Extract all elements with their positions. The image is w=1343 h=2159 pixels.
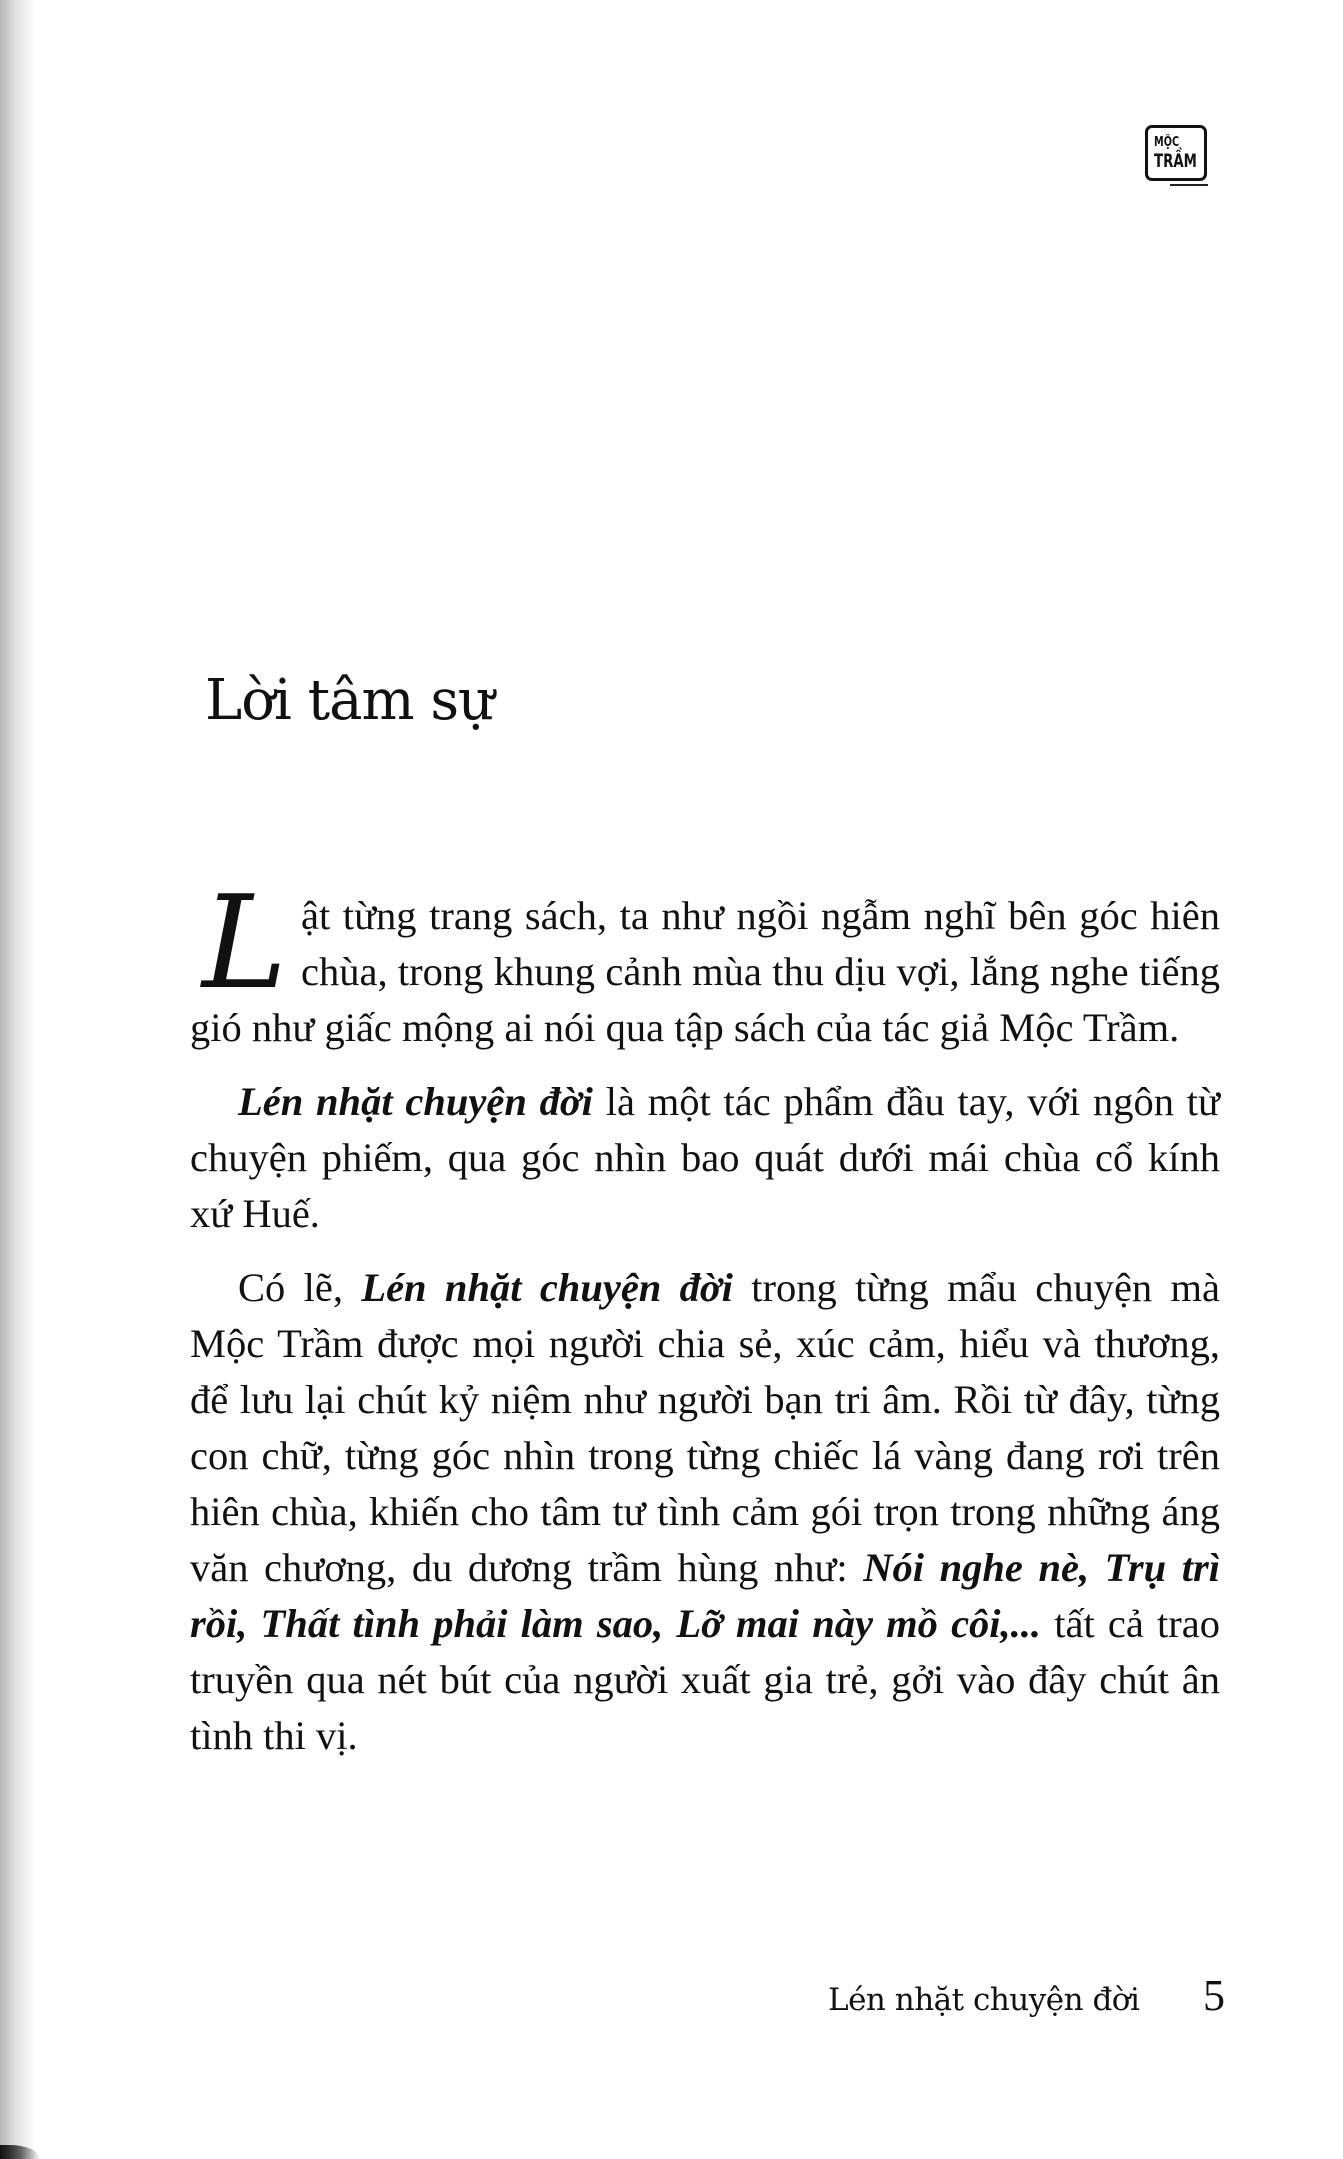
author-stamp-logo bbox=[1145, 125, 1207, 181]
scan-binding-shadow bbox=[0, 0, 36, 2159]
page-number: 5 bbox=[1203, 1971, 1225, 2020]
paragraph-2 bbox=[190, 1074, 1220, 1242]
paragraph-3-text-a: Có lẽ, bbox=[238, 1265, 362, 1310]
stamp-line-1: MỘC bbox=[1154, 134, 1180, 150]
paragraph-2-text: là một tác phẩm đầu tay, với ngôn từ chuyện phiếm, qua góc nhìn bao quát dưới mái chùa cổ kính xứ Huế. bbox=[190, 1079, 1220, 1236]
running-footer-title: Lén nhặt chuyện đời bbox=[828, 1982, 1140, 2018]
book-title-reference: Lén nhặt chuyện đời bbox=[361, 1265, 733, 1310]
paragraph-3-text-b: trong từng mẩu chuyện mà Mộc Trầm được mọi người chia sẻ, xúc cảm, hiểu và thương, để lưu lại chút kỷ niệm như người bạn tri âm. Rồi từ đây, từng con chữ, từng góc nhìn trong từng chiếc lá vàng đang rơi trên hiên chùa, khiến cho tâm tư tình cảm gói trọn trong những áng văn chương, du dương trầm hùng như: bbox=[190, 1265, 1220, 1590]
paragraph-1 bbox=[190, 869, 1220, 1056]
book-title-reference: Lén nhặt chuyện đời bbox=[238, 1079, 593, 1124]
paragraph-1-text: ật từng trang sách, ta như ngồi ngẫm nghĩ bên góc hiên chùa, trong khung cảnh mùa thu dịu vợi, lắng nghe tiếng gió như giấc mộng ai nói qua tập sách của tác giả Mộc Trầm. bbox=[190, 893, 1220, 1050]
drop-cap: L bbox=[202, 869, 287, 1018]
story-titles-reference: Nói nghe nè, Trụ trì rồi, Thất tình phải làm sao, Lỡ mai này mồ côi,... bbox=[190, 1545, 1221, 1646]
paragraph-3 bbox=[190, 1260, 1220, 1764]
stamp-line-2: TRẦM bbox=[1154, 149, 1197, 172]
stamp-underline bbox=[1170, 184, 1208, 186]
chapter-title: Lời tâm sự bbox=[205, 668, 494, 733]
paragraph-3-text-c: tất cả trao truyền qua nét bút của người xuất gia trẻ, gởi vào đây chút ân tình thi vị. bbox=[190, 1601, 1220, 1758]
body-text bbox=[190, 869, 1221, 1782]
